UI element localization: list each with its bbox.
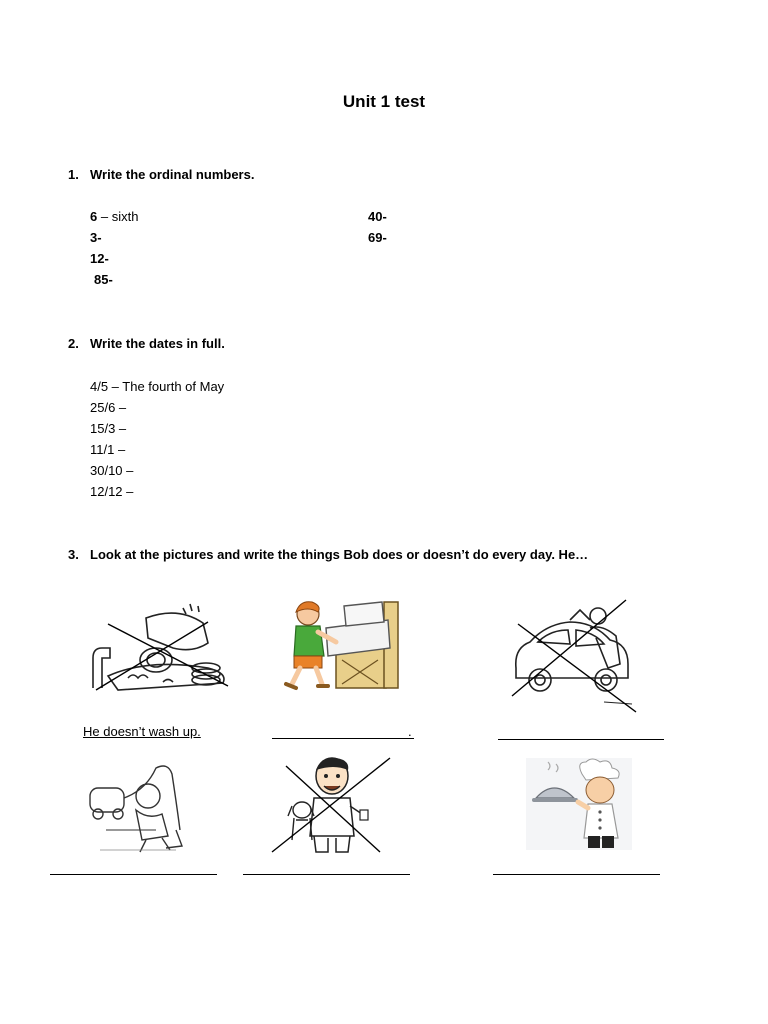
q1-item-number: 6 — [90, 209, 98, 224]
q1-item-69: 69- — [368, 230, 387, 245]
answer-line-2[interactable] — [272, 738, 414, 739]
q1-item-40: 40- — [368, 209, 387, 224]
cooking-icon — [526, 758, 632, 850]
question-2-number: 2. — [68, 336, 79, 351]
washing-car-icon — [510, 598, 640, 716]
page-title: Unit 1 test — [342, 92, 426, 111]
example-answer: He doesn’t wash up. — [83, 724, 201, 739]
q2-date-line: 30/10 – — [90, 463, 134, 478]
question-1-number: 1. — [68, 167, 79, 182]
q1-item-3: 3- — [90, 230, 102, 245]
q1-item-12: 12- — [90, 251, 109, 266]
question-3-text: Look at the pictures and write the things Bob does or doesn’t do every day. He… — [90, 547, 589, 562]
making-bed-icon — [278, 598, 406, 694]
answer-line-5[interactable] — [243, 874, 410, 875]
question-3-heading — [68, 547, 588, 562]
answer-line-4[interactable] — [50, 874, 217, 875]
walking-dog-icon — [270, 756, 394, 856]
question-1-heading — [68, 167, 254, 182]
q2-date-line: 12/12 – — [90, 484, 134, 499]
q1-item-6 — [90, 209, 138, 224]
q2-date-line: 15/3 – — [90, 421, 127, 436]
question-2-text: Write the dates in full. — [90, 336, 225, 351]
q1-item-answer: – sixth — [97, 209, 139, 224]
q2-date-line: 11/1 – — [90, 442, 126, 457]
question-3-number: 3. — [68, 547, 79, 562]
answer-period: . — [408, 724, 412, 739]
q2-date-line: 25/6 – — [90, 400, 127, 415]
q1-item-85: 85- — [94, 272, 113, 287]
vacuuming-icon — [86, 760, 190, 856]
washing-up-icon — [88, 598, 233, 696]
q2-date-line: 4/5 – The fourth of May — [90, 379, 225, 394]
question-2-heading — [68, 336, 225, 351]
answer-line-6[interactable] — [493, 874, 660, 875]
question-1-text: Write the ordinal numbers. — [90, 167, 255, 182]
answer-line-3[interactable] — [498, 739, 664, 740]
